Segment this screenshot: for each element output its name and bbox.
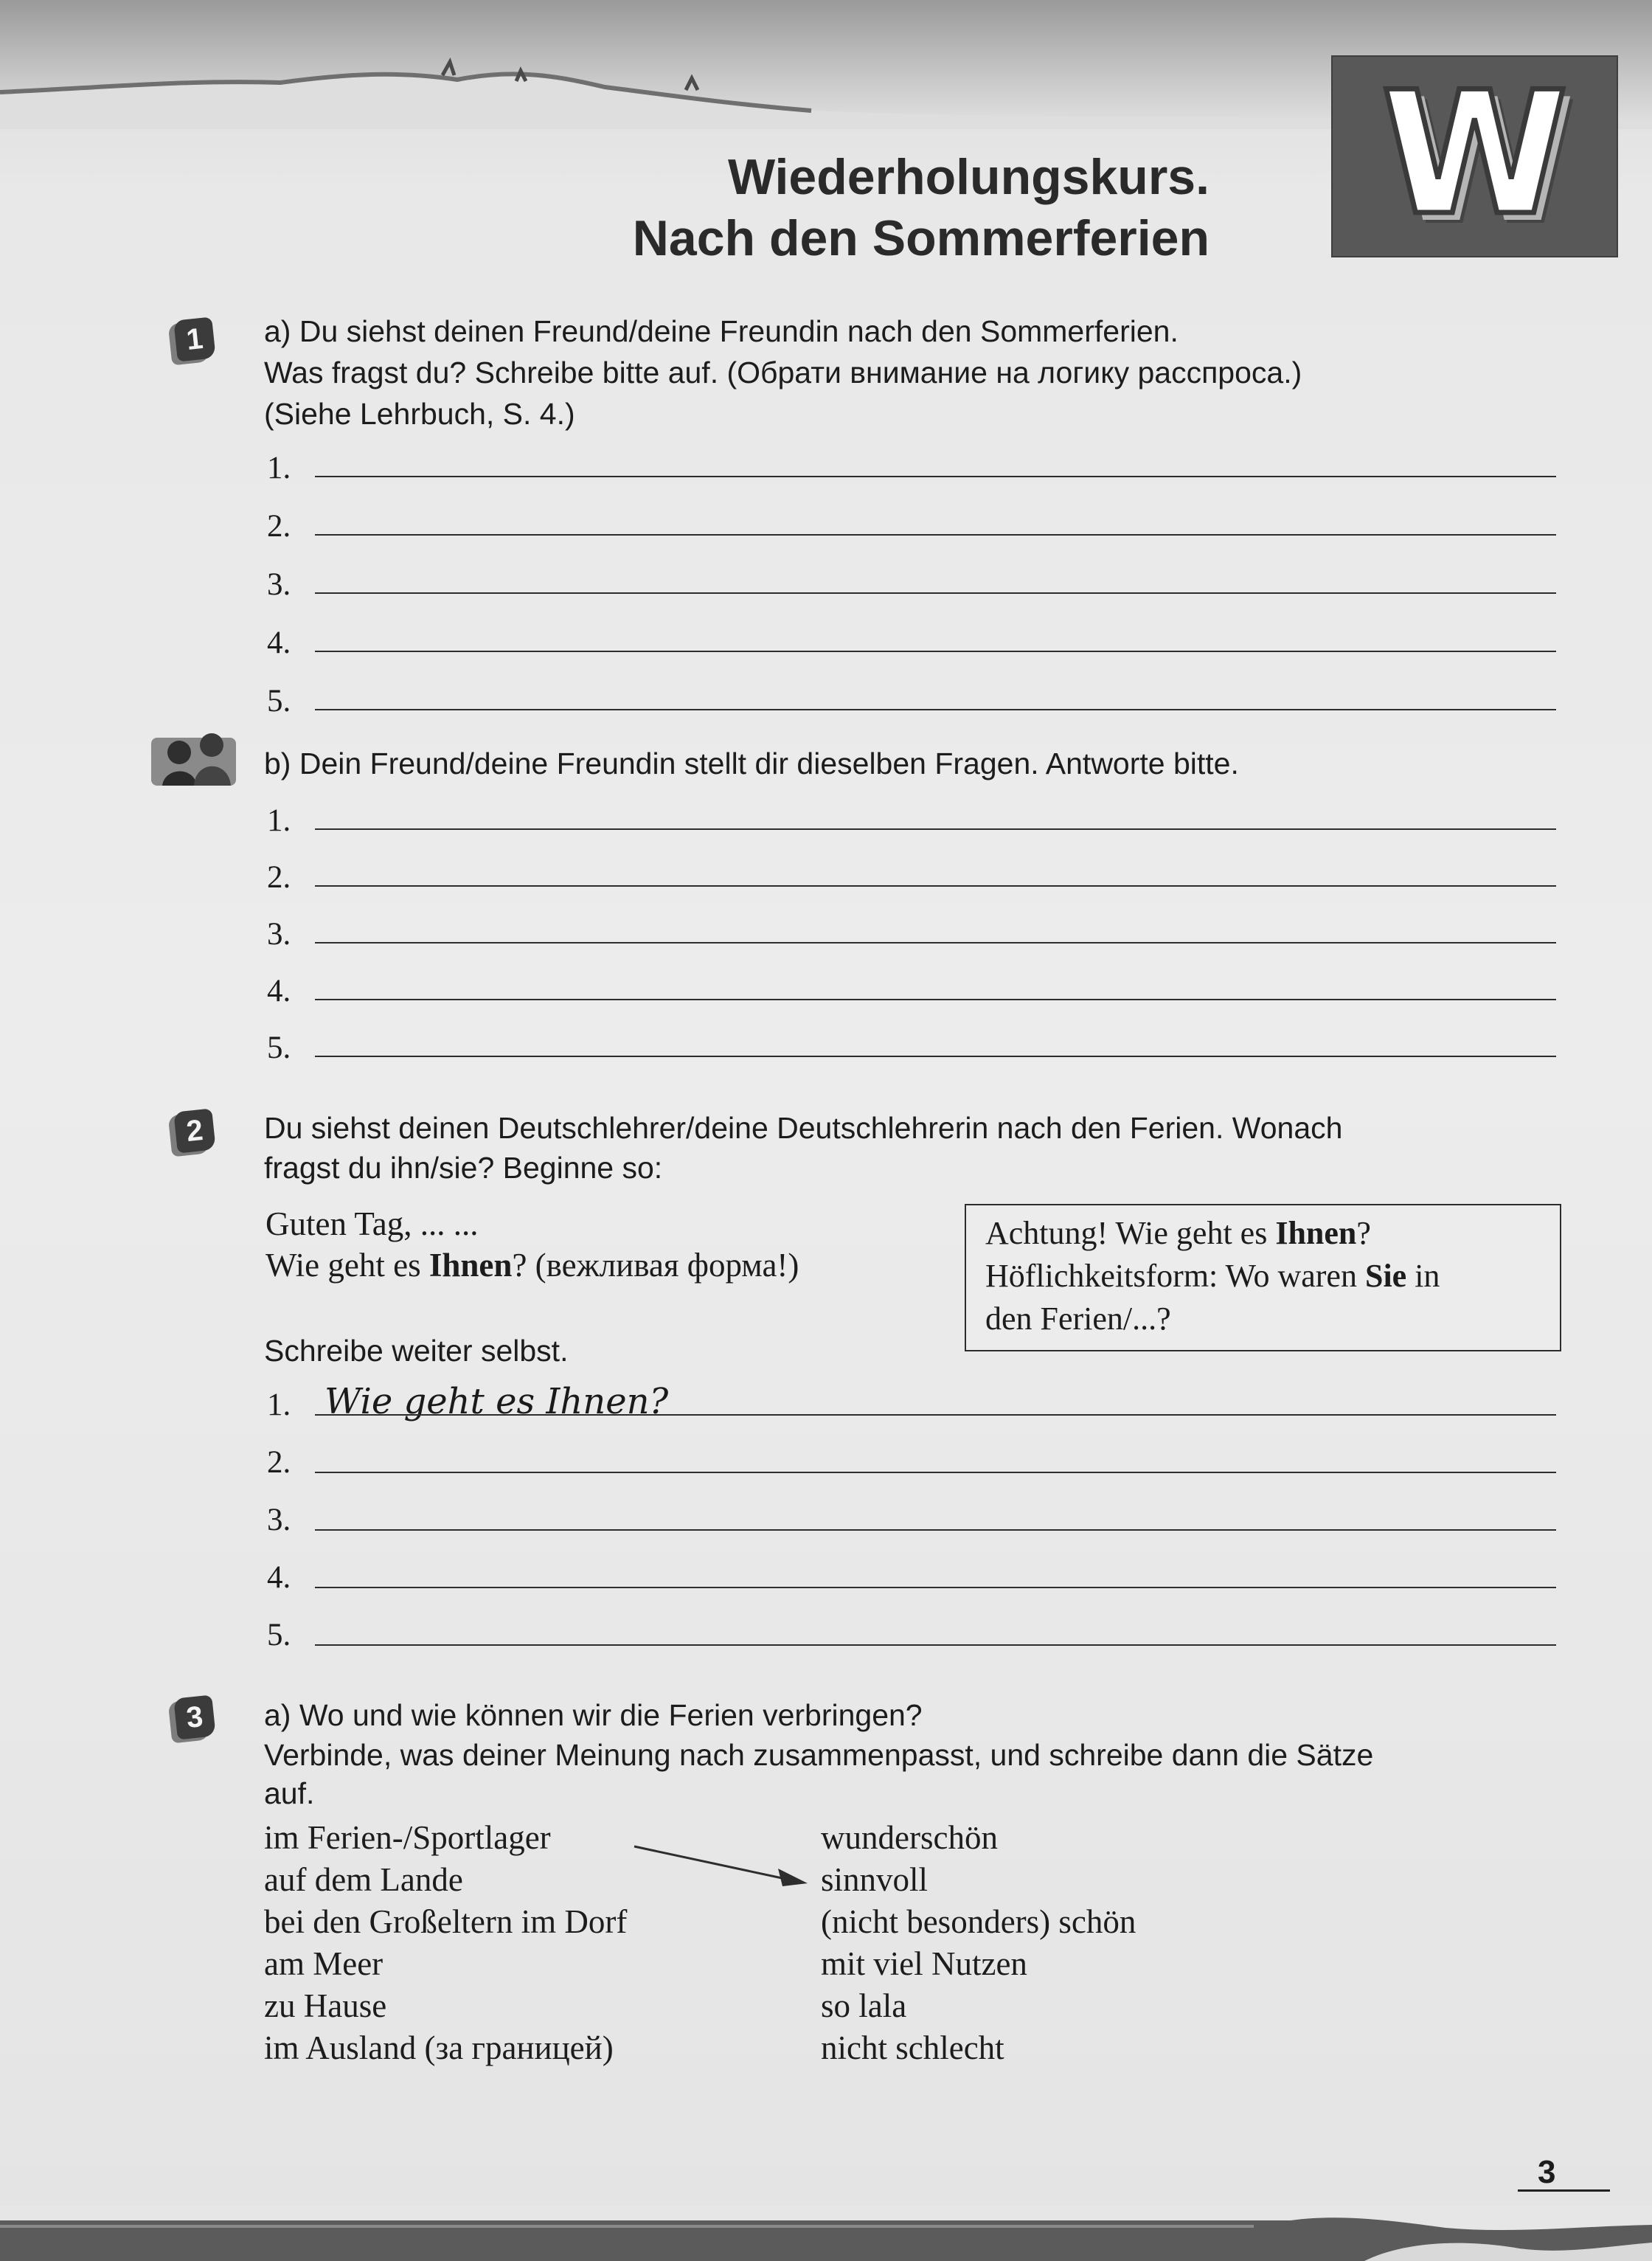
rating-item[interactable]: wunderschön xyxy=(821,1819,998,1856)
page-number-rule xyxy=(1518,2189,1610,2192)
ex1-a-instruction-line3: (Siehe Lehrbuch, S. 4.) xyxy=(264,397,575,431)
note-line2-bold: Sie xyxy=(1364,1258,1407,1294)
politeness-note-box xyxy=(965,1204,1561,1351)
ex1-a-number: 5. xyxy=(267,684,291,719)
note-line2-pre: Höflichkeitsform: Wo waren xyxy=(985,1258,1365,1294)
ex1-a-instruction-line2: Was fragst du? Schreibe bitte auf. (Обрати внимание на логику расспроса.) xyxy=(264,356,1302,389)
ex2-number: 4. xyxy=(267,1560,291,1595)
ex2-question-pre: Wie geht es xyxy=(266,1247,429,1284)
ex2-question-bold: Ihnen xyxy=(428,1247,513,1284)
ex2-question-post: ? (вежливая форма!) xyxy=(512,1247,799,1284)
ex2-write-more: Schreibe weiter selbst. xyxy=(264,1334,569,1368)
page-title-line2: Nach den Sommerferien xyxy=(632,210,1210,266)
ex1-b-number: 2. xyxy=(267,860,291,895)
ex2-number: 2. xyxy=(267,1445,291,1480)
place-item[interactable]: am Meer xyxy=(264,1945,384,1982)
ex1-b-answer-line[interactable] xyxy=(315,828,1556,830)
ex2-instruction-line2: fragst du ihn/sie? Beginne so: xyxy=(264,1151,663,1185)
note-line3: den Ferien/...? xyxy=(985,1301,1171,1337)
ex1-a-answer-line[interactable] xyxy=(315,534,1556,536)
ex3-instruction-line2: Verbinde, was deiner Meinung nach zusammenpasst, und schreibe dann die Sätze xyxy=(264,1738,1374,1772)
ex3-instruction-line3: auf. xyxy=(264,1776,315,1810)
rating-item[interactable]: nicht schlecht xyxy=(821,2029,1004,2066)
ex1-a-number: 4. xyxy=(267,626,291,660)
rating-item[interactable]: (nicht besonders) schön xyxy=(821,1903,1136,1940)
ex1-a-number: 1. xyxy=(267,451,291,485)
place-item[interactable]: bei den Großeltern im Dorf xyxy=(264,1903,628,1940)
ex2-answer-line[interactable] xyxy=(315,1644,1556,1646)
ex2-number: 5. xyxy=(267,1618,291,1652)
unit-badge xyxy=(1331,55,1618,257)
ex1-b-answer-line[interactable] xyxy=(315,942,1556,943)
note-line1-pre: Achtung! Wie geht es xyxy=(985,1215,1276,1251)
ex2-answer-line[interactable] xyxy=(315,1472,1556,1473)
ex1-a-instruction-line1: a) Du siehst deinen Freund/deine Freundin nach den Sommerferien. xyxy=(264,314,1179,348)
ex2-answer-line[interactable] xyxy=(315,1587,1556,1588)
ex2-instruction-line1: Du siehst deinen Deutschlehrer/deine Deutschlehrerin nach den Ferien. Wonach xyxy=(264,1111,1343,1145)
ex1-a-answer-line[interactable] xyxy=(315,476,1556,477)
ex2-answer-line[interactable] xyxy=(315,1414,1556,1416)
place-item[interactable]: im Ausland (за границей) xyxy=(264,2029,614,2066)
ex1-b-number: 1. xyxy=(267,803,291,838)
ex1-a-number: 2. xyxy=(267,509,291,544)
note-line1 xyxy=(985,1213,1371,1253)
pair-work-icon xyxy=(151,723,236,786)
ex1-a-answer-line[interactable] xyxy=(315,651,1556,652)
ex2-polite-question xyxy=(266,1247,799,1284)
ex1-a-answer-line[interactable] xyxy=(315,592,1556,594)
unit-badge-letter: W xyxy=(1381,56,1569,253)
place-item[interactable]: auf dem Lande xyxy=(264,1861,463,1898)
rating-item[interactable]: mit viel Nutzen xyxy=(821,1945,1027,1982)
ex1-b-number: 3. xyxy=(267,917,291,952)
ex1-b-answer-line[interactable] xyxy=(315,1056,1556,1057)
ex1-a-number: 3. xyxy=(267,567,291,602)
place-item[interactable]: zu Hause xyxy=(264,1987,387,2024)
connection-arrow xyxy=(631,1841,815,1892)
ex2-number: 3. xyxy=(267,1503,291,1537)
rating-item[interactable]: so lala xyxy=(821,1987,907,2024)
ex1-b-instruction: b) Dein Freund/deine Freundin stellt dir dieselben Fragen. Antworte bitte. xyxy=(264,747,1239,780)
note-line1-bold: Ihnen xyxy=(1275,1215,1357,1251)
note-line2-post: in xyxy=(1406,1258,1440,1294)
ex1-b-number: 4. xyxy=(267,974,291,1008)
rating-item[interactable]: sinnvoll xyxy=(821,1861,929,1898)
ex2-answer-line[interactable] xyxy=(315,1529,1556,1531)
ex1-b-answer-line[interactable] xyxy=(315,999,1556,1000)
ex3-instruction-line1: a) Wo und wie können wir die Ferien verbringen? xyxy=(264,1698,923,1732)
exercise-1-badge: 1 xyxy=(173,316,216,361)
ex1-b-number: 5. xyxy=(267,1031,291,1065)
note-line2 xyxy=(985,1256,1440,1296)
ex2-number: 1. xyxy=(267,1388,291,1422)
place-item[interactable]: im Ferien-/Sportlager xyxy=(264,1819,551,1856)
page-number: 3 xyxy=(1538,2154,1556,2190)
note-line1-post: ? xyxy=(1356,1215,1371,1251)
ex1-a-answer-line[interactable] xyxy=(315,709,1556,710)
footer-band xyxy=(0,2206,1652,2261)
page-title-line1: Wiederholungskurs. xyxy=(727,149,1210,205)
ex2-handwritten-answer: Wie geht es Ihnen? xyxy=(324,1381,669,1422)
exercise-2-badge: 2 xyxy=(173,1108,216,1153)
exercise-3-badge: 3 xyxy=(173,1694,216,1739)
ex1-b-answer-line[interactable] xyxy=(315,885,1556,887)
ex2-greeting: Guten Tag, ... ... xyxy=(266,1205,479,1242)
